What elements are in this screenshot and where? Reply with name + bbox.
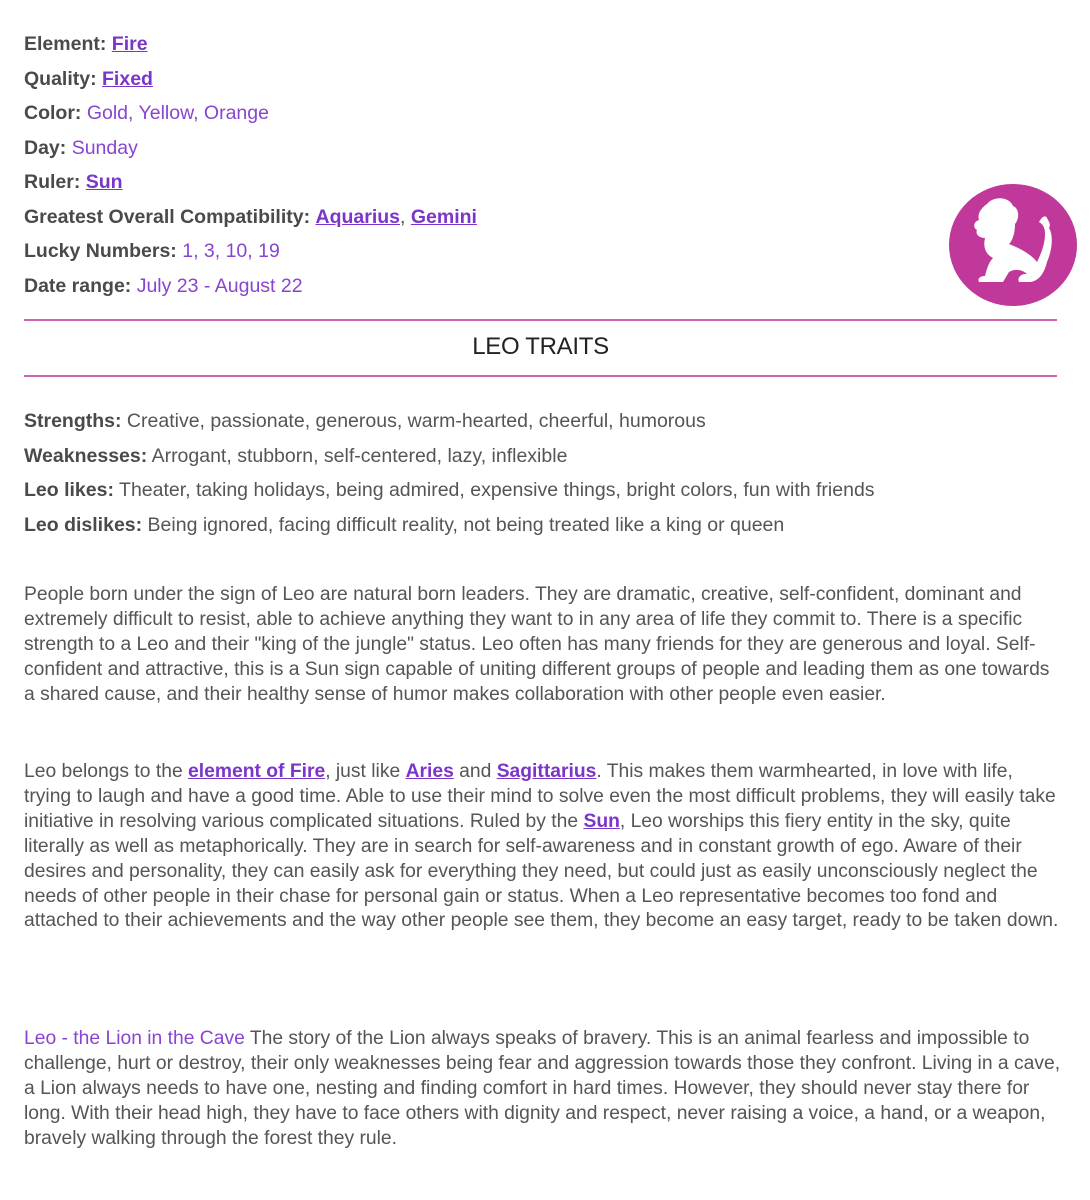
element-of-fire-link[interactable]: element of Fire — [188, 761, 326, 782]
fact-compatibility — [24, 200, 477, 235]
fact-quality — [24, 62, 477, 97]
element-fire-link[interactable]: Fire — [111, 33, 148, 55]
trait-text: Arrogant, stubborn, self-centered, lazy, inflexible — [151, 444, 568, 467]
divider-top — [24, 319, 1057, 321]
ruler-sun-link[interactable]: Sun — [85, 171, 123, 193]
sagittarius-link[interactable]: Sagittarius — [496, 761, 597, 782]
trait-strengths — [24, 404, 875, 439]
fact-value: Gold, Yellow, Orange — [86, 102, 269, 124]
gemini-link[interactable]: Gemini — [410, 205, 477, 228]
fact-ruler — [24, 165, 477, 200]
fact-label: Ruler: — [24, 171, 81, 193]
sign-facts-list — [24, 27, 477, 303]
fact-label: Element: — [24, 33, 107, 55]
text-run: The story of the Lion always speaks of bravery. This is an animal fearless and impossible to challenge, hurt or destroy, their only weaknesses being fear and aggression towards those they confront. Living in a cave, a Lion always needs to have one, nesting and finding comfort in hard times. However, they should never stay there for long. With their head high, they have to face others with dignity and respect, never raising a voice, a hand, or a weapon, bravely walking through the forest they rule. — [24, 1028, 1061, 1149]
trait-label: Weaknesses: — [24, 444, 148, 467]
fact-date-range — [24, 269, 477, 304]
intro-paragraph: People born under the sign of Leo are natural born leaders. They are dramatic, creative, self-confident, dominant and extremely difficult to resist, able to achieve anything they want to in any area of life they commit to. There is a specific strength to a Leo and their "king of the jungle" status. Leo often has many friends for they are generous and loyal. Self-confident and attractive, this is a Sun sign capable of uniting different groups of people and leading them as one towards a shared cause, and their healthy sense of humor makes collaboration with other people even easier. — [24, 584, 1050, 705]
quality-fixed-link[interactable]: Fixed — [102, 67, 153, 90]
fact-element — [24, 27, 477, 62]
fact-value: 1, 3, 10, 19 — [182, 240, 280, 262]
fact-value: July 23 - August 22 — [136, 274, 303, 297]
fact-label: Lucky Numbers: — [24, 240, 177, 262]
text-run: Leo belongs to the — [24, 761, 189, 782]
trait-dislikes — [24, 508, 875, 543]
divider-bottom — [24, 375, 1057, 377]
sun-link[interactable]: Sun — [583, 810, 620, 832]
trait-label: Leo dislikes: — [24, 514, 143, 537]
lion-cave-title: Leo - the Lion in the Cave — [24, 1028, 245, 1049]
text-run: . This makes them warmhearted, in love with life, trying to laugh and have a good time. Able to use their mind to solve even the most difficult problems, they will easily take initiative in resolving various complicated situations. Ruled by the — [24, 761, 1056, 832]
trait-text: Being ignored, facing difficult reality, not being treated like a king or queen — [147, 514, 785, 537]
fact-label: Color: — [24, 102, 82, 124]
fact-lucky-numbers — [24, 234, 477, 269]
element-paragraph — [24, 760, 1064, 934]
aquarius-link[interactable]: Aquarius — [315, 205, 401, 228]
fact-color — [24, 96, 477, 131]
text-run: , just like — [325, 761, 406, 782]
traits-list — [24, 404, 875, 543]
trait-text: Creative, passionate, generous, warm-hearted, cheerful, humorous — [126, 410, 706, 432]
trait-label: Strengths: — [24, 410, 122, 432]
fact-label: Day: — [24, 136, 67, 159]
fact-day — [24, 131, 477, 166]
text-run: , Leo worships this fiery entity in the sky, quite literally as well as metaphorically. They are in search for self-awareness and in constant growth of ego. Aware of their desires and personality, they can easily ask for everything they need, but could just as easily unconsciously neglect the needs of other people in their chase for personal gain or status. When a Leo representative becomes too fond and attached to their achievements and the way other people see them, they become an easy target, ready to be taken down. — [24, 810, 1059, 932]
fact-label: Greatest Overall Compatibility: — [24, 205, 311, 228]
text-run: and — [453, 761, 497, 782]
fact-value: Sunday — [71, 136, 138, 159]
lion-cave-paragraph — [24, 1027, 1064, 1152]
separator: , — [400, 205, 411, 228]
section-heading: LEO TRAITS — [472, 333, 609, 360]
trait-likes — [24, 473, 875, 508]
trait-text: Theater, taking holidays, being admired, expensive things, bright colors, fun with friends — [119, 479, 875, 502]
leo-lion-icon — [949, 184, 1077, 306]
trait-weaknesses — [24, 439, 875, 474]
fact-label: Date range: — [24, 274, 132, 297]
fact-label: Quality: — [24, 67, 97, 90]
trait-label: Leo likes: — [24, 479, 114, 502]
aries-link[interactable]: Aries — [405, 761, 454, 782]
